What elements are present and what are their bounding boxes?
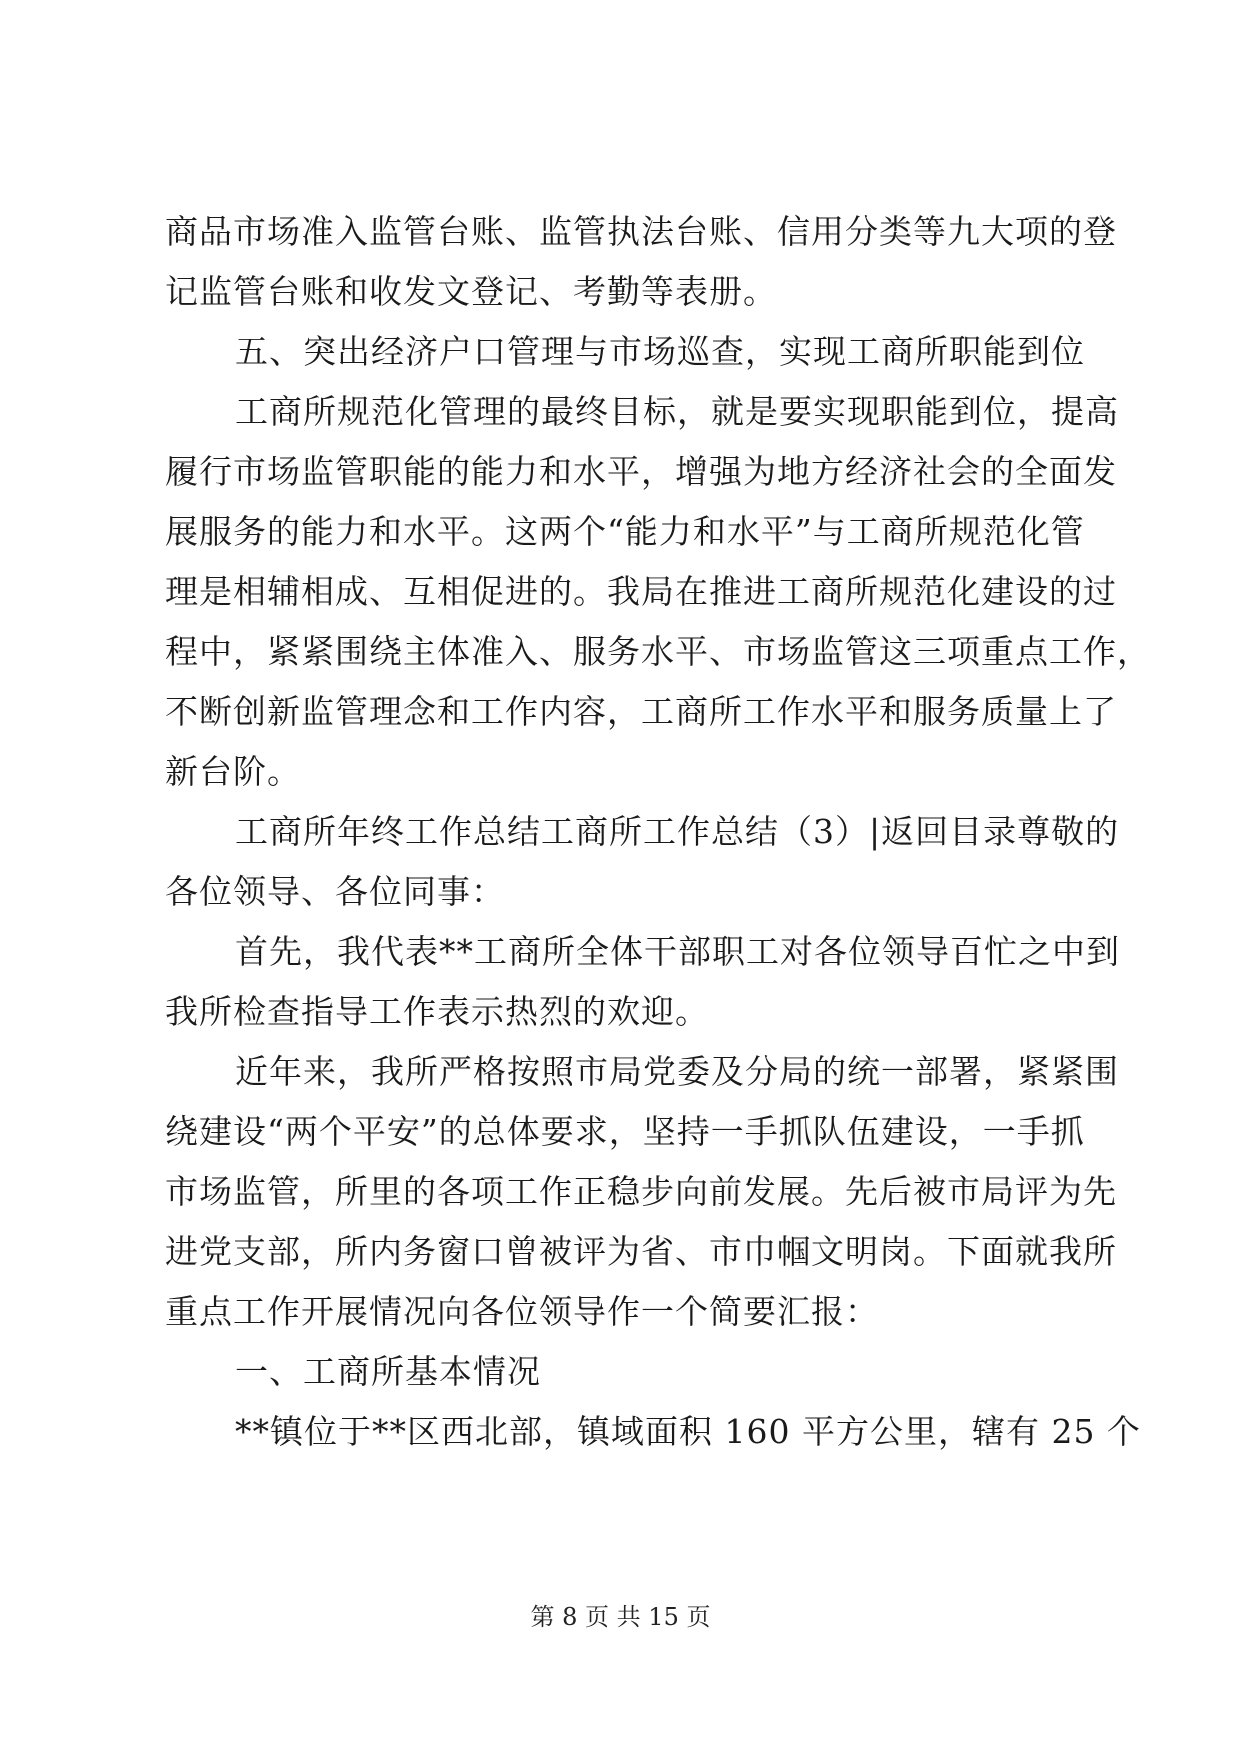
text-line: 绕建设“两个平安”的总体要求，坚持一手抓队伍建设，一手抓 (165, 1112, 1085, 1151)
text-line: 各位领导、各位同事： (165, 872, 505, 911)
text-line: 履行市场监管职能的能力和水平，增强为地方经济社会的全面发 (165, 452, 1117, 491)
text-line: 近年来，我所严格按照市局党委及分局的统一部署，紧紧围 (235, 1052, 1119, 1091)
text-line: 我所检查指导工作表示热烈的欢迎。 (165, 992, 709, 1031)
text-line: 不断创新监管理念和工作内容，工商所工作水平和服务质量上了 (165, 692, 1117, 731)
text-line: 工商所规范化管理的最终目标，就是要实现职能到位，提高 (235, 392, 1119, 431)
page-number-footer: 第 8 页 共 15 页 (530, 1603, 711, 1631)
text-line: 商品市场准入监管台账、监管执法台账、信用分类等九大项的登 (165, 212, 1117, 251)
section-heading: 五、突出经济户口管理与市场巡查，实现工商所职能到位 (235, 332, 1085, 371)
text-line: 进党支部，所内务窗口曾被评为省、市巾帼文明岗。下面就我所 (165, 1232, 1117, 1271)
text-line: **镇位于**区西北部，镇域面积 160 平方公里，辖有 25 个 (235, 1412, 1141, 1451)
text-line: 市场监管，所里的各项工作正稳步向前发展。先后被市局评为先 (165, 1172, 1117, 1211)
text-line: 重点工作开展情况向各位领导作一个简要汇报： (165, 1292, 879, 1331)
text-line: 展服务的能力和水平。这两个“能力和水平”与工商所规范化管 (165, 512, 1085, 551)
text-line: 程中，紧紧围绕主体准入、服务水平、市场监管这三项重点工作， (165, 632, 1151, 671)
section-heading: 一、工商所基本情况 (235, 1352, 541, 1391)
text-line: 工商所年终工作总结工商所工作总结（3）|返回目录尊敬的 (235, 812, 1120, 851)
text-line: 理是相辅相成、互相促进的。我局在推进工商所规范化建设的过 (165, 572, 1117, 611)
text-line: 首先，我代表**工商所全体干部职工对各位领导百忙之中到 (235, 932, 1120, 971)
text-line: 记监管台账和收发文登记、考勤等表册。 (165, 272, 777, 311)
text-line: 新台阶。 (165, 752, 301, 791)
